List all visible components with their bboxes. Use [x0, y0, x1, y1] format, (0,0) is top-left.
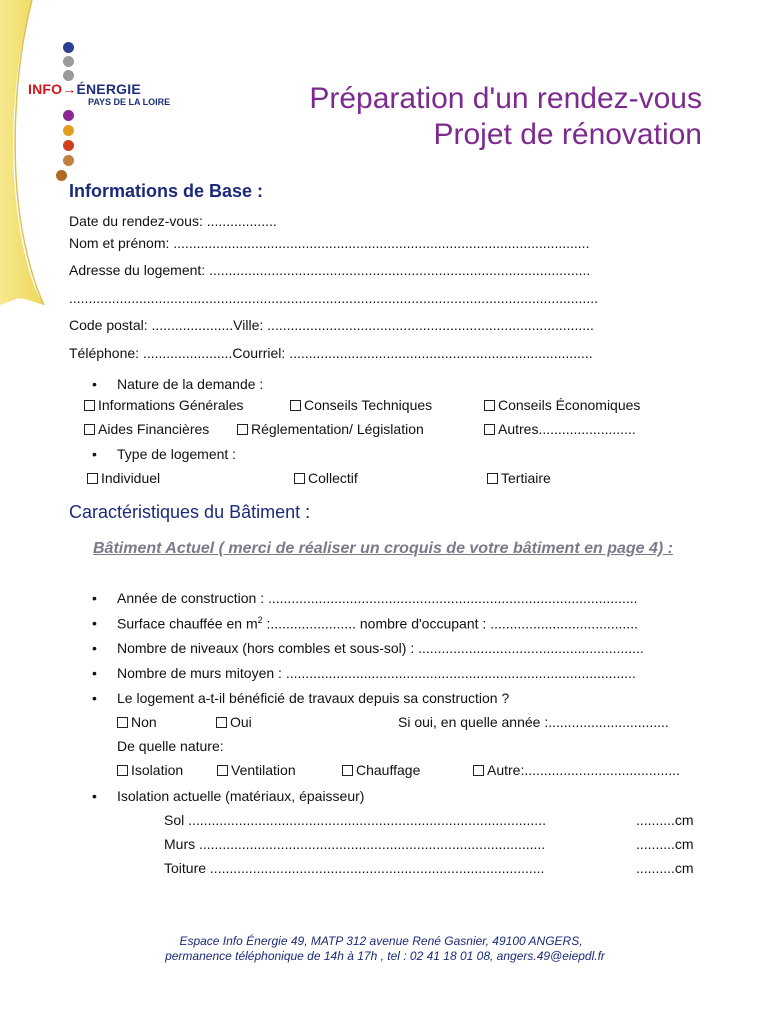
- checkbox-oui[interactable]: Oui: [216, 714, 252, 730]
- checkbox-aides-financieres[interactable]: Aides Financières: [84, 421, 209, 437]
- logo-icon-1: [63, 42, 74, 53]
- label-isolation-actuelle: Isolation actuelle (matériaux, épaisseur): [117, 788, 365, 804]
- field-annee-travaux[interactable]: Si oui, en quelle année :...............................: [398, 714, 669, 730]
- field-toiture-cm[interactable]: ..........cm: [636, 860, 694, 876]
- logo-icon-4: [63, 110, 74, 121]
- logo-icon-3: [63, 70, 74, 81]
- bullet: •: [92, 690, 97, 706]
- field-sol[interactable]: Sol ............................................................................................: [164, 812, 546, 828]
- logo-icon-7: [63, 155, 74, 166]
- logo-icon-5: [63, 125, 74, 136]
- checkbox-icon: [117, 765, 128, 776]
- logo-arrow-icon: →: [62, 81, 77, 97]
- field-date[interactable]: Date du rendez-vous: ..................: [69, 213, 277, 229]
- checkbox-icon: [84, 424, 95, 435]
- field-murs-mitoyen[interactable]: Nombre de murs mitoyen : ..........................................................................................: [117, 665, 636, 681]
- checkbox-icon: [484, 424, 495, 435]
- bullet: •: [92, 665, 97, 681]
- checkbox-icon: [87, 473, 98, 484]
- field-annee-construction[interactable]: Année de construction : ...............................................................................................: [117, 590, 638, 606]
- checkbox-icon: [484, 400, 495, 411]
- checkbox-icon: [487, 473, 498, 484]
- label-type-logement: Type de logement :: [117, 446, 237, 462]
- field-code-postal-ville[interactable]: Code postal: .....................Ville: ....................................................................................: [69, 317, 594, 333]
- checkbox-icon: [84, 400, 95, 411]
- checkbox-isolation[interactable]: Isolation: [117, 762, 183, 778]
- bullet: •: [92, 640, 97, 656]
- checkbox-icon: [237, 424, 248, 435]
- checkbox-chauffage[interactable]: Chauffage: [342, 762, 420, 778]
- field-toiture[interactable]: Toiture ......................................................................................: [164, 860, 545, 876]
- checkbox-conseils-economiques[interactable]: Conseils Économiques: [484, 397, 640, 413]
- logo-energie: ÉNERGIE: [76, 81, 141, 97]
- checkbox-autre[interactable]: Autre:........................................: [473, 762, 680, 778]
- bullet: •: [92, 788, 97, 804]
- logo-icon-2: [63, 56, 74, 67]
- field-murs-cm[interactable]: ..........cm: [636, 836, 694, 852]
- label-travaux: Le logement a-t-il bénéficié de travaux depuis sa construction ?: [117, 690, 510, 706]
- field-nombre-niveaux[interactable]: Nombre de niveaux (hors combles et sous-sol) : ..........................................................: [117, 640, 644, 656]
- page-title-line1: Préparation d'un rendez-vous: [309, 82, 702, 115]
- checkbox-ventilation[interactable]: Ventilation: [217, 762, 296, 778]
- logo-icon-6: [63, 140, 74, 151]
- bullet-nature: •: [92, 376, 97, 392]
- logo-subtitle: PAYS DE LA LOIRE: [88, 97, 171, 107]
- logo-icon-8: [56, 170, 67, 181]
- bullet: •: [92, 615, 97, 631]
- bullet-type: •: [92, 446, 97, 462]
- field-nom[interactable]: Nom et prénom: ...........................................................................................................: [69, 235, 590, 251]
- field-adresse-2[interactable]: ........................................................................................................................................: [69, 290, 598, 306]
- subtitle-batiment-actuel: Bâtiment Actuel ( merci de réaliser un croquis de votre bâtiment en page 4) :: [93, 540, 673, 557]
- field-telephone-courriel[interactable]: Téléphone: .......................Courriel: ..............................................................................: [69, 345, 593, 361]
- logo-info: INFO: [28, 81, 63, 97]
- field-adresse[interactable]: Adresse du logement: ..................................................................................................: [69, 262, 591, 278]
- checkbox-icon: [342, 765, 353, 776]
- checkbox-conseils-techniques[interactable]: Conseils Techniques: [290, 397, 432, 413]
- checkbox-individuel[interactable]: Individuel: [87, 470, 160, 486]
- checkbox-icon: [216, 717, 227, 728]
- checkbox-autres[interactable]: Autres.........................: [484, 421, 636, 437]
- checkbox-icon: [294, 473, 305, 484]
- field-sol-cm[interactable]: ..........cm: [636, 812, 694, 828]
- field-surface-occupants[interactable]: Surface chauffée en $m^2$ :...................... nombre d'occupant : ......................................: [117, 615, 638, 632]
- checkbox-icon: [117, 717, 128, 728]
- label-nature-demande: Nature de la demande :: [117, 376, 264, 392]
- label-nature-travaux: De quelle nature:: [117, 738, 224, 754]
- footer-address: Espace Info Énergie 49, MATP 312 avenue René Gasnier, 49100 ANGERS,: [179, 934, 583, 948]
- checkbox-reglementation[interactable]: Réglementation/ Législation: [237, 421, 424, 437]
- field-murs[interactable]: Murs .........................................................................................: [164, 836, 546, 852]
- checkbox-icon: [473, 765, 484, 776]
- section-heading-batiment: Caractéristiques du Bâtiment :: [69, 502, 311, 522]
- checkbox-informations-generales[interactable]: Informations Générales: [84, 397, 244, 413]
- checkbox-icon: [290, 400, 301, 411]
- checkbox-collectif[interactable]: Collectif: [294, 470, 358, 486]
- checkbox-tertiaire[interactable]: Tertiaire: [487, 470, 551, 486]
- section-heading-base: Informations de Base :: [69, 181, 264, 201]
- checkbox-icon: [217, 765, 228, 776]
- bullet: •: [92, 590, 97, 606]
- footer-contact: permanence téléphonique de 14h à 17h , tel : 02 41 18 01 08, angers.49@eiepdl.fr: [165, 949, 605, 963]
- page-title-line2: Projet de rénovation: [433, 118, 702, 151]
- checkbox-non[interactable]: Non: [117, 714, 157, 730]
